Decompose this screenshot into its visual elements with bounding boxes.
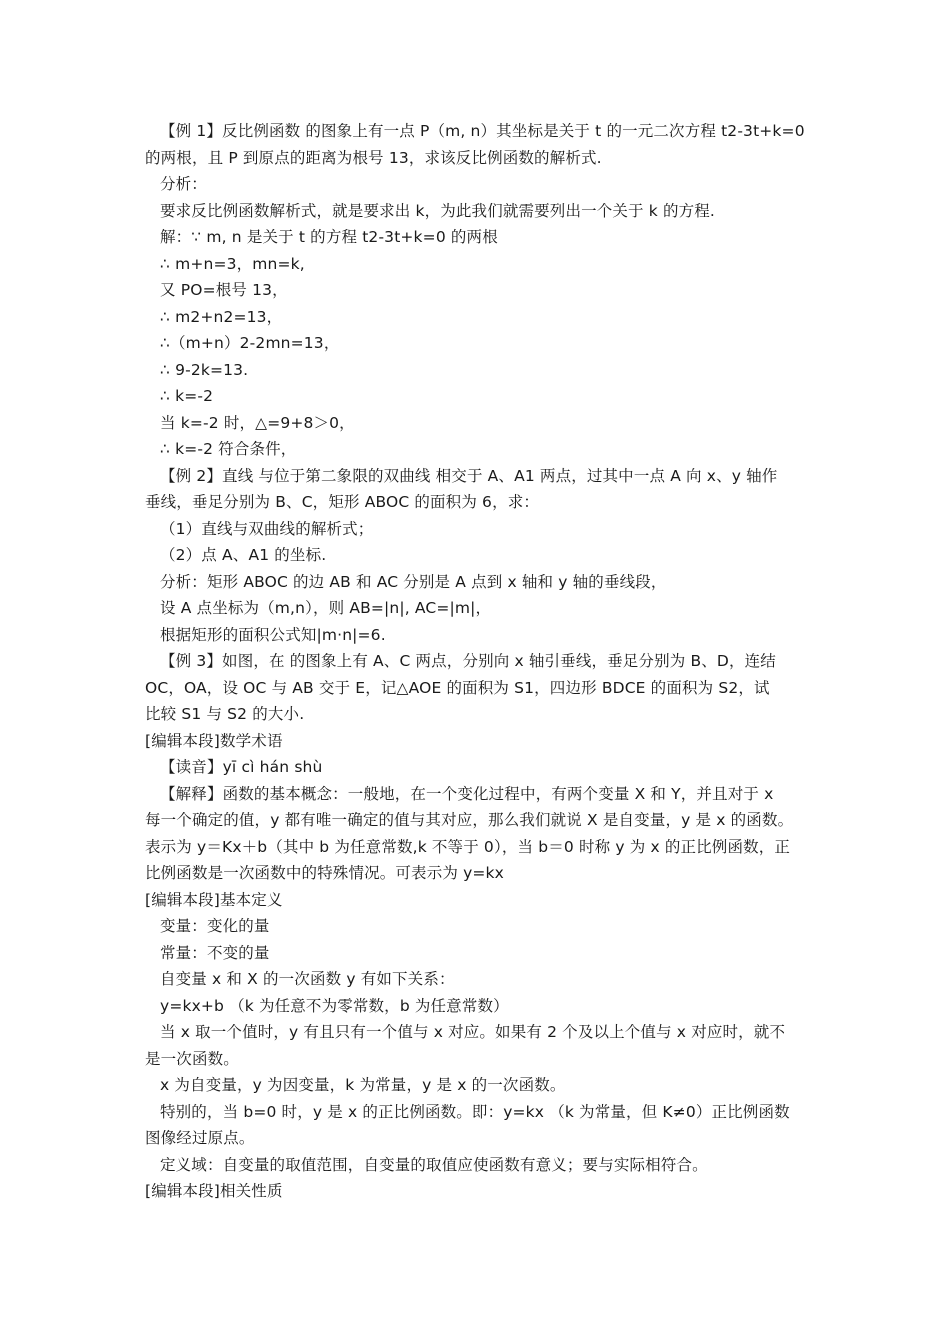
explanation-line-1: 【解释】函数的基本概念：一般地，在一个变化过程中，有两个变量 X 和 Y，并且对于 x — [160, 784, 774, 803]
solution-line-2: ∴ m+n=3，mn=k, — [160, 254, 305, 273]
definition-domain: 定义域：自变量的取值范围，自变量的取值应使函数有意义；要与实际相符合。 — [160, 1155, 708, 1174]
section-heading-terms: [编辑本段]数学术语 — [145, 731, 283, 750]
example-2-analysis-3: 根据矩形的面积公式知|m·n|=6. — [160, 625, 386, 644]
solution-line-9: ∴ k=-2 符合条件， — [160, 440, 297, 458]
definition-special-1: 特别的，当 b=0 时，y 是 x 的正比例函数。即：y=kx （k 为常量，但 K≠0）正比例函数 — [160, 1102, 790, 1121]
example-1-line-1: 【例 1】反比例函数 的图象上有一点 P（m, n）其坐标是关于 t 的一元二次方程 t2-3t+k=0 — [160, 122, 805, 140]
solution-line-4: ∴ m2+n2=13， — [160, 307, 283, 326]
solution-line-5: ∴（m+n）2-2mn=13， — [160, 334, 340, 352]
definition-roles: x 为自变量，y 为因变量，k 为常量，y 是 x 的一次函数。 — [160, 1076, 566, 1094]
solution-line-7: ∴ k=-2 — [160, 387, 214, 405]
example-2-line-1: 【例 2】直线 与位于第二象限的双曲线 相交于 A、A1 两点，过其中一点 A 向 x、y 轴作 — [160, 466, 778, 485]
example-2-analysis-2: 设 A 点坐标为（m,n），则 AB=|n|, AC=|m|， — [160, 599, 492, 617]
definition-special-2: 图像经过原点。 — [145, 1129, 255, 1147]
example-2-question-2: （2）点 A、A1 的坐标. — [160, 546, 327, 564]
explanation-line-4: 比例函数是一次函数中的特殊情况。可表示为 y=kx — [145, 864, 504, 882]
definition-formula: y=kx+b （k 为任意不为零常数，b 为任意常数） — [160, 996, 509, 1015]
example-1-line-2: 的两根，且 P 到原点的距离为根号 13，求该反比例函数的解析式. — [145, 148, 602, 167]
analysis-heading: 分析： — [160, 175, 207, 193]
example-3-line-3: 比较 S1 与 S2 的大小. — [145, 705, 305, 723]
section-heading-properties: [编辑本段]相关性质 — [145, 1182, 283, 1200]
document-body — [145, 118, 810, 1205]
section-heading-definition: [编辑本段]基本定义 — [145, 890, 283, 909]
pronunciation-line: 【读音】yī cì hán shù — [160, 758, 323, 776]
definition-variable: 变量：变化的量 — [160, 917, 270, 935]
analysis-text: 要求反比例函数解析式，就是要求出 k，为此我们就需要列出一个关于 k 的方程. — [160, 201, 716, 220]
solution-line-3: 又 PO=根号 13， — [160, 281, 288, 299]
solution-line-1: 解：∵ m, n 是关于 t 的方程 t2-3t+k=0 的两根 — [160, 228, 498, 246]
example-2-question-1: （1）直线与双曲线的解析式； — [160, 519, 374, 538]
definition-note-1: 当 x 取一个值时，y 有且只有一个值与 x 对应。如果有 2 个及以上个值与 x 对应时，就不 — [160, 1023, 786, 1041]
explanation-line-3: 表示为 y＝Kx＋b（其中 b 为任意常数,k 不等于 0），当 b＝0 时称 y 为 x 的正比例函数，正 — [145, 837, 791, 856]
definition-relation: 自变量 x 和 X 的一次函数 y 有如下关系： — [160, 970, 455, 988]
example-3-line-2: OC，OA，设 OC 与 AB 交于 E，记△AOE 的面积为 S1，四边形 BDCE 的面积为 S2，试 — [145, 678, 770, 697]
example-2-analysis-1: 分析：矩形 ABOC 的边 AB 和 AC 分别是 A 点到 x 轴和 y 轴的垂线段， — [160, 572, 667, 591]
example-2-line-2: 垂线，垂足分别为 B、C，矩形 ABOC 的面积为 6，求： — [145, 493, 540, 511]
explanation-line-2: 每一个确定的值，y 都有唯一确定的值与其对应，那么我们就说 X 是自变量，y 是 x 的函数。 — [145, 811, 794, 829]
definition-note-2: 是一次函数。 — [145, 1049, 239, 1068]
solution-line-6: ∴ 9-2k=13. — [160, 360, 249, 379]
solution-line-8: 当 k=-2 时，△=9+8＞0， — [160, 413, 355, 432]
example-3-line-1: 【例 3】如图，在 的图象上有 A、C 两点，分别向 x 轴引垂线，垂足分别为 B、D，连结 — [160, 652, 776, 670]
definition-constant: 常量：不变的量 — [160, 943, 270, 962]
